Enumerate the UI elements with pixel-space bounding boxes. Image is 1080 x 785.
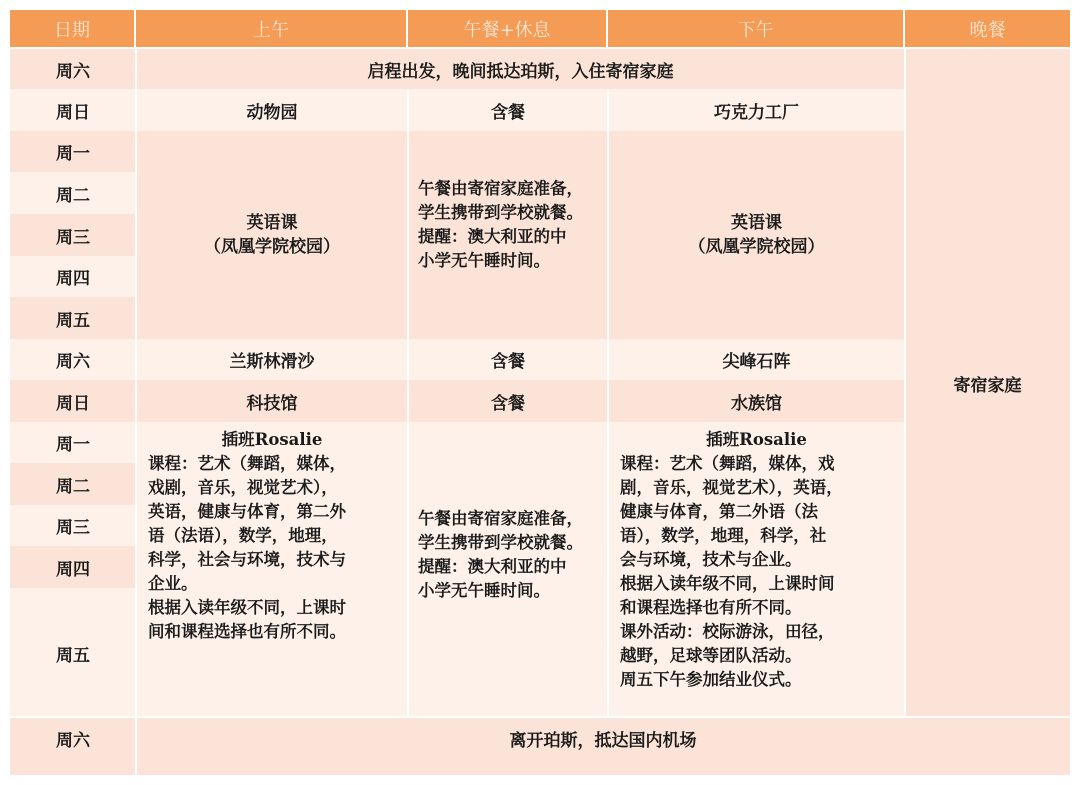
week2-lunch-line3: 提醒：澳大利亚的中 [418,557,567,576]
week2-lunch-line1: 午餐由寄宿家庭准备， [418,509,583,528]
day-sun-2: 周日 [10,380,136,422]
week2-lunch-line4: 小学无午睡时间。 [418,581,550,600]
week2-afternoon-line9: 越野，足球等团队活动。 [620,646,802,665]
sun1-morning: 动物园 [136,89,408,131]
week1-lunch-line2: 学生携带到学校就餐。 [418,203,583,222]
header-afternoon: 下午 [608,10,905,47]
sun2-lunch: 含餐 [408,380,608,422]
week2-morning-line3: 英语，健康与体育，第二外 [148,502,346,521]
day-wed-1: 周三 [10,214,136,256]
day-thu-2: 周四 [10,546,136,588]
week2-afternoon-line2: 剧，音乐，视觉艺术），英语， [620,478,843,497]
week2-afternoon-title: 插班Rosalie [706,430,807,449]
week1-lunch [408,131,608,339]
day-mon-2: 周一 [10,422,136,463]
week2-afternoon-line8-text: 校际游泳，田径， [702,622,835,641]
day-sat-1: 周六 [10,49,136,89]
week2-morning-line1-text: 艺术（舞蹈，媒体， [197,454,346,473]
grid-divider [607,131,609,718]
header-lunch: 午餐+休息 [408,10,608,47]
week1-morning [136,131,408,339]
day-tue-1: 周二 [10,172,136,214]
week2-afternoon-line10: 周五下午参加结业仪式。 [620,670,802,689]
week2-afternoon [608,422,905,718]
week2-morning-course-label: 课程： [148,454,198,473]
week1-morning-line1: 英语课 [246,213,298,233]
day-fri-1: 周五 [10,297,136,339]
day-sat-3: 周六 [10,718,136,775]
grid-divider [407,89,409,131]
week1-lunch-line3: 提醒：澳大利亚的中 [418,227,567,246]
day-fri-2: 周五 [10,588,136,718]
dinner-cell: 寄宿家庭 [905,49,1070,718]
week1-afternoon-line2: （凤凰学院校园） [688,237,825,257]
sat2-morning: 兰斯林滑沙 [136,339,408,380]
row-arrival: 启程出发，晚间抵达珀斯，入住寄宿家庭 [136,49,905,89]
header-dinner: 晚餐 [905,10,1070,47]
day-thu-1: 周四 [10,256,136,297]
grid-divider [10,716,1070,718]
week2-lunch-line2: 学生携带到学校就餐。 [418,533,583,552]
week2-afternoon-course-label: 课程： [620,454,670,473]
grid-divider [10,47,1070,49]
day-wed-2: 周三 [10,505,136,546]
week2-morning [136,422,408,718]
week2-morning-line5: 科学，社会与环境，技术与 [148,550,346,569]
grid-divider [904,49,906,718]
week2-afternoon-line4: 语），数学，地理，科学，社 [620,526,827,545]
row-departure: 离开珀斯，抵达国内机场 [136,718,1070,775]
sat2-lunch: 含餐 [408,339,608,380]
week1-morning-line2: （凤凰学院校园） [204,237,340,257]
week1-afternoon [608,131,905,339]
week2-morning-line4: 语（法语），数学，地理， [148,526,338,545]
day-tue-2: 周二 [10,463,136,505]
week2-afternoon-line1-text: 艺术（舞蹈，媒体，戏 [669,454,835,473]
header-date: 日期 [10,10,136,47]
day-mon-1: 周一 [10,131,136,172]
week2-afternoon-line8 [620,620,905,644]
week1-lunch-line4: 小学无午睡时间。 [418,251,550,270]
week2-morning-line8: 间和课程选择也有所不同。 [148,622,346,641]
week2-morning-line7: 根据入读年级不同，上课时 [148,598,346,617]
sun2-afternoon: 水族馆 [608,380,905,422]
week2-afternoon-line3: 健康与体育，第二外语（法 [620,502,818,521]
week2-afternoon-activity-label: 课外活动： [620,622,703,641]
sat2-afternoon: 尖峰石阵 [608,339,905,380]
week2-lunch [408,422,608,718]
day-sun-1: 周日 [10,89,136,131]
day-sat-2: 周六 [10,339,136,380]
week2-afternoon-line6: 根据入读年级不同，上课时间 [620,574,835,593]
week2-morning-title: 插班Rosalie [221,430,323,449]
week2-morning-line2: 戏剧，音乐，视觉艺术）， [148,478,338,497]
week2-morning-line6: 企业。 [148,574,198,593]
week1-lunch-line1: 午餐由寄宿家庭准备， [418,179,583,198]
grid-divider [135,49,137,718]
week1-afternoon-line1: 英语课 [731,213,782,233]
sun1-lunch: 含餐 [408,89,608,131]
grid-divider [135,718,137,775]
sun1-afternoon: 巧克力工厂 [608,89,905,131]
grid-divider [607,89,609,131]
week2-morning-line1 [148,452,408,476]
week2-afternoon-line7: 和课程选择也有所不同。 [620,598,802,617]
week2-afternoon-line1 [620,452,905,476]
sun2-morning: 科技馆 [136,380,408,422]
header-morning: 上午 [136,10,408,47]
grid-divider [407,131,409,718]
week2-afternoon-line5: 会与环境，技术与企业。 [620,550,802,569]
